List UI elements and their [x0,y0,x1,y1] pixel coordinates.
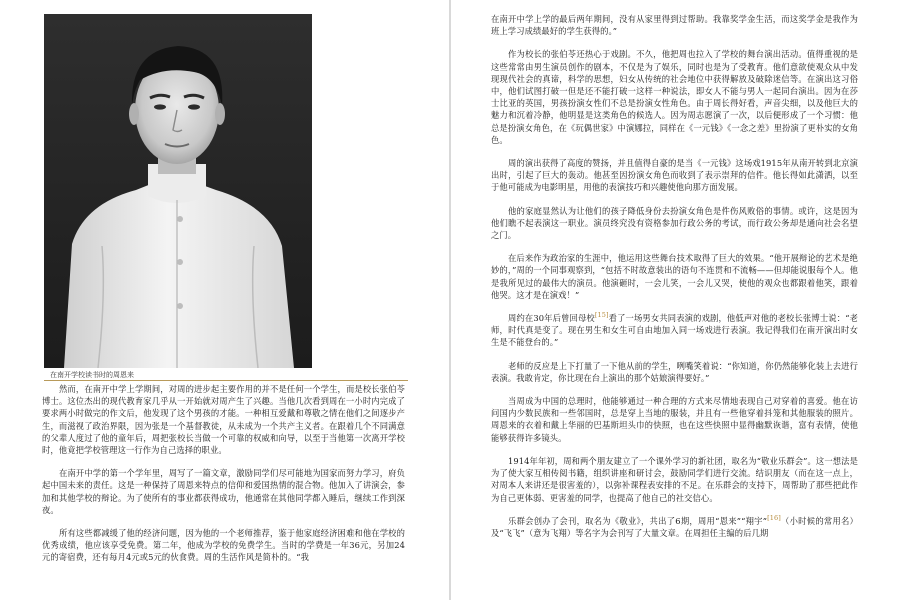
paragraph [491,515,858,539]
right-page [451,0,898,600]
paragraph: 作为校长的张伯苓还热心于戏剧。不久，他把周也拉入了学校的舞台演出活动。值得重视的是这些常常由男生演员创作的剧本，不仅是为了娱乐，同时也是为了受教育。他们意欲使观众从中发现现代社会的真谛，科学的思想，妇女从传统的社会地位中获得解放及破除迷信等。在演出这习俗中，他们试图打破一但是还不能打破一这样一种说法，即女人不能与男人一起同台演出。因为在莎士比亚的英国，男孩扮演女性们不总是扮演女性角色。由于周长得好看，声音尖细，以及他巨大的魅力和沉着冷静，他明显是这类角色的候选人。因为周志愿演了一次，以后便形成了一个习惯：他总是扮演女角色，在《玩偶世家》中演娜拉，同样在《一元钱》《一念之差》里扮演了更朴实的女角色。 [491,49,858,145]
portrait-photo [44,14,312,368]
footnote-ref[interactable]: [15] [594,311,609,320]
paragraph: 1914年年初，周和两个朋友建立了一个课外学习的新社团，取名为“敬业乐群会”。这一想法是为了使大家互相传阅书籍，组织讲座和研讨会，鼓励同学们进行交流。结识朋友（而在这一点上，对周本人来讲还是很害羞的），以弥补课程表安排的不足。在乐群会的支持下，周帮助了那些把此作为自己更体弱、更害羞的同学，也提高了他自己的社交信心。 [491,455,858,503]
paragraph: 周的演出获得了高度的赞扬，并且值得自豪的是当《一元钱》这场戏1915年从南开转到北京演出时，引起了巨大的轰动。他甚至因扮演女角色而收到了表示崇拜的信件。他长得如此潇洒，以至于他可能成为电影明星，用他的表演技巧和兴趣使他向那方面发展。 [491,158,858,193]
paragraph: 在南开中学上学的最后两年期间，没有从家里得到过帮助。我靠奖学金生活，而这奖学金是我作为班上学习成绩最好的学生获得的。” [491,14,858,37]
paragraph: 在后来作为政治家的生涯中，他运用这些舞台技术取得了巨大的效果。“他开展辩论的艺术是绝妙的，”周的一个同事观察到，“包括不时故意装出的语句不连贯和不流畅——但却能说服每个人。他是我所见过的最伟大的演员。他演砸时，一会儿笑，一会儿又哭，使他的观众也都跟着他笑，跟着他哭。这才是在演戏！” [491,253,858,300]
paragraph-text: 乐群会创办了会刊，取名为《敬业》，共出了6期，周用“恩来”“翔宇” [508,515,768,526]
paragraph [491,312,858,349]
paragraph: 老师的反应是上下打量了一下他从前的学生，咧嘴笑着说：“你知道，你仍然能够化装上去进行表演。我敢肯定，你比现在台上演出的那个姑娘演得要好。” [491,360,858,383]
photo-caption: 在南开学校读书时的周恩来 [50,371,134,379]
paragraph: 所有这些都减缓了他的经济问题，因为他的一个老师推荐，鉴于他家庭经济困难和他在学校的优秀成绩，他应该享受免费。第二年，他成为学校的免费学生。当时的学费是一年36元，另加24元的寄宿费，还有每月4元或5元的伙食费。周的生活作风是简朴的。“我 [42,528,405,563]
paragraph-text: 周约在30年后曾回母校 [508,313,595,324]
paragraph: 当周成为中国的总理时，他能够通过一种合理的方式来尽情地表现自己对穿着的喜爱。他在访问国内少数民族和一些邻国时，总是穿上当地的服装，并且有一些他穿着抖笼和其他服装的照片。周恩来的衣着和戴上华丽的巴基斯坦头巾的快照，也在这些快照中显得幽默诙谐，富有表情，使他能够获得许多镜头。 [491,396,858,443]
caption-divider [44,380,408,381]
right-body-text [491,13,858,550]
paragraph: 他的家庭显然认为让他们的孩子降低身份去扮演女角色是件伤风败俗的事情。或许，这是因为他们瞧不起表演这一职业。演员终究没有资格参加行政公务的考试，而行政公务却是通向社会名望之门。 [491,205,858,241]
paragraph-text: 看了一场男女共同表演的戏剧，他低声对他的老校长张博士说：“老师，时代真是变了。现在男生和女生可自由地加入同一场戏进行表演。我记得我们在南开演出时女生是不能登台的。” [491,313,858,348]
paragraph: 在南开中学的第一个学年里，周写了一篇文章，激励同学们尽可能地为国家而努力学习，府负起中国未来的责任。这是一种保持了周恩来特点的信仰和爱国热情的混合物。他加入了讲演会，参加和其他学校的辩论。为了使所有的事业都获得成功，他通常在其他同学都入睡后，继续工作到深夜。 [42,468,405,515]
paragraph: 然而，在南开中学上学期间，对周的进步起主要作用的并不是任何一个学生，而是校长张伯苓博士。这位杰出的现代教育家几乎从一开始就对周产生了兴趣。当他几次看到周在一小时内完成了要求两小时做完的作文后，他发现了这个男孩的才能。一种相互爱戴和尊敬之情在他们之间逐步产生，而滋视了政治界限，因为张是一个基督教徒，从未成为一个共产主义者。在跟着几个不同满意的父辈人度过了他的童年后，周把张校长当做一个可靠的权威和向导，以至于当他第一次离开学校时，他竟把学校管理这一行作为自己选择的职业。 [42,384,405,456]
paragraph-text: （小时候的常用名）及“飞飞”（意为飞翔）等名字为会刊写了大量文章。在周担任主编的后几期 [491,515,858,538]
footnote-ref[interactable]: [16] [767,513,781,522]
left-body-text [42,383,405,575]
